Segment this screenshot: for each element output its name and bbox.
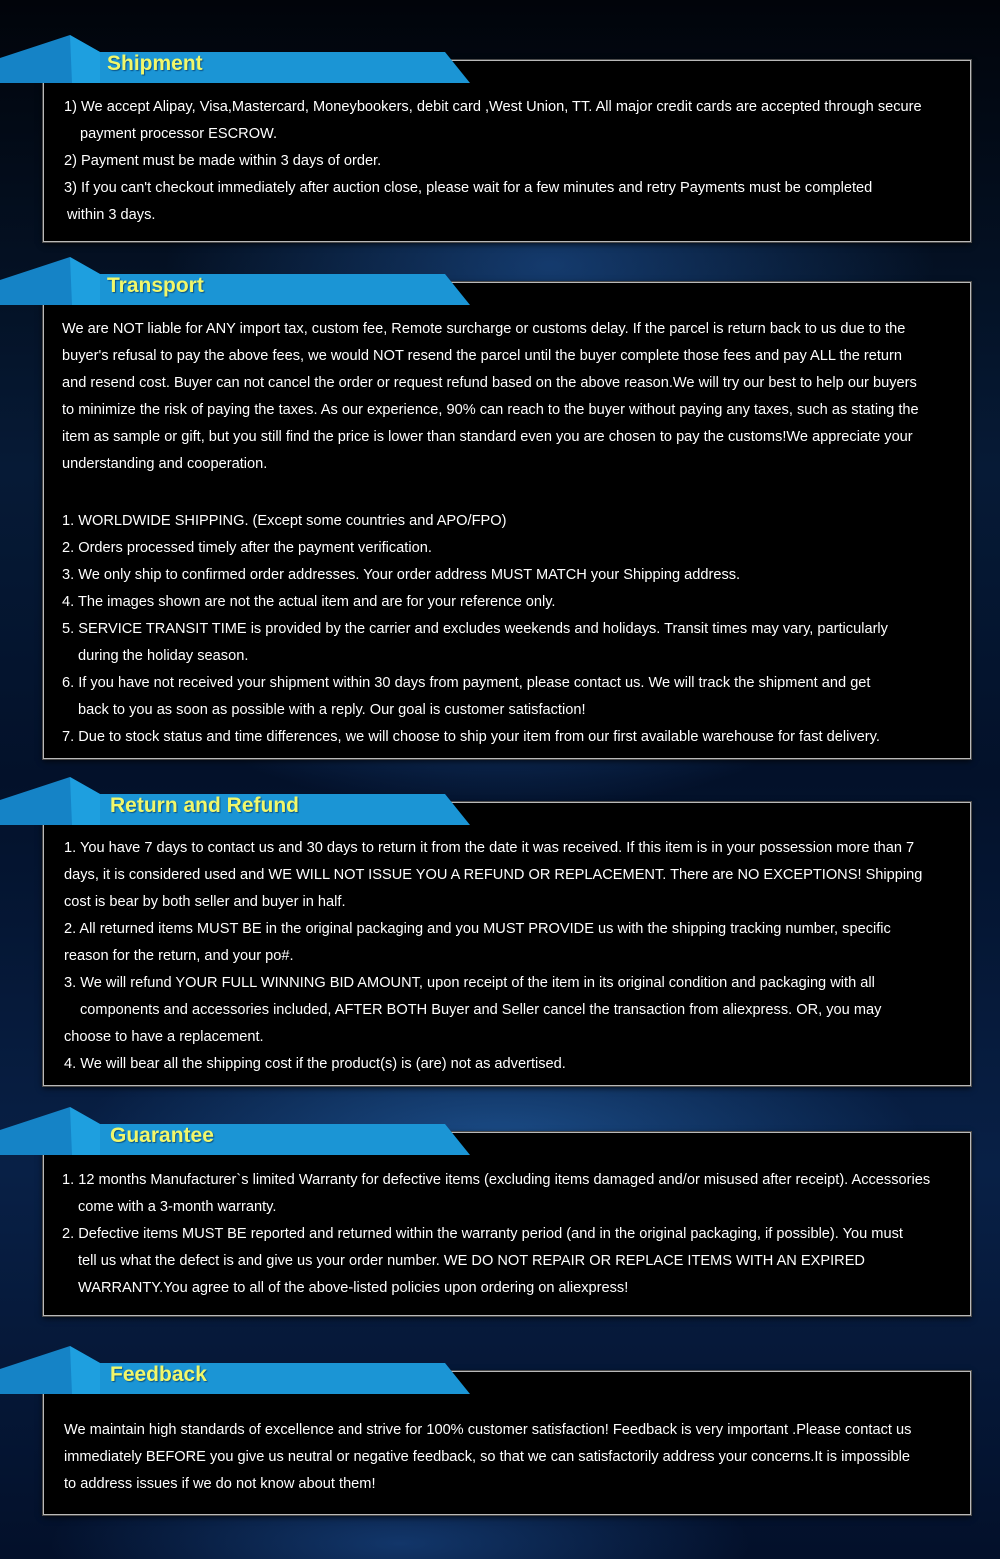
guarantee-tab <box>0 1105 470 1155</box>
return-refund-line: choose to have a replacement. <box>64 1029 264 1045</box>
return-refund-tab <box>0 775 470 825</box>
tab-ribbon-graphic <box>0 1344 470 1394</box>
transport-list-item: 3. We only ship to confirmed order addresses. Your order address MUST MATCH your Shipping address. <box>62 567 741 583</box>
shipment-line: 3) If you can't checkout immediately after auction close, please wait for a few minutes and retry Payments must be completed <box>64 180 873 196</box>
transport-list-item: during the holiday season. <box>78 648 249 664</box>
return-refund-section <box>0 775 1000 1087</box>
return-refund-line: reason for the return, and your po#. <box>64 948 294 964</box>
shipment-title: Shipment <box>107 52 203 75</box>
return-refund-box <box>43 802 971 1086</box>
transport-list-item: 5. SERVICE TRANSIT TIME is provided by the carrier and excludes weekends and holidays. Transit times may vary, particularly <box>62 621 888 637</box>
shipment-line: within 3 days. <box>67 207 156 223</box>
transport-title: Transport <box>107 274 204 297</box>
shipment-section <box>0 33 1000 243</box>
transport-intro-line: item as sample or gift, but you still find the price is lower than standard even you are chosen to pay the customs!We appreciate your <box>62 429 913 445</box>
feedback-tab <box>0 1344 470 1394</box>
shipment-line: payment processor ESCROW. <box>80 126 278 142</box>
transport-list-item: back to you as soon as possible with a reply. Our goal is customer satisfaction! <box>78 702 586 718</box>
return-refund-line: cost is bear by both seller and buyer in half. <box>64 894 346 910</box>
tab-ribbon-graphic <box>0 33 470 83</box>
transport-list-item: 1. WORLDWIDE SHIPPING. (Except some countries and APO/FPO) <box>62 513 507 529</box>
shipment-line: 1) We accept Alipay, Visa,Mastercard, Moneybookers, debit card ,West Union, TT. All major credit cards are accepted through secure <box>64 99 922 115</box>
transport-tab <box>0 255 470 305</box>
return-refund-line: 4. We will bear all the shipping cost if the product(s) is (are) not as advertised. <box>64 1056 566 1072</box>
transport-intro-line: buyer's refusal to pay the above fees, we would NOT resend the parcel until the buyer complete those fees and pay ALL the return <box>62 348 902 364</box>
return-refund-line: 2. All returned items MUST BE in the original packaging and you MUST PROVIDE us with the shipping tracking number, specific <box>64 921 891 937</box>
guarantee-content <box>44 1167 970 1302</box>
transport-list-item: 4. The images shown are not the actual item and are for your reference only. <box>62 594 556 610</box>
transport-box <box>43 282 971 759</box>
tab-ribbon-graphic <box>0 1105 470 1155</box>
return-refund-content <box>44 835 970 1078</box>
shipment-tab <box>0 33 470 83</box>
return-refund-line: 3. We will refund YOUR FULL WINNING BID AMOUNT, upon receipt of the item in its original condition and packaging with all <box>64 975 875 991</box>
guarantee-line: tell us what the defect is and give us your order number. WE DO NOT REPAIR OR REPLACE ITEMS WITH AN EXPIRED <box>78 1253 865 1269</box>
transport-section <box>0 255 1000 760</box>
tab-ribbon-graphic <box>0 255 470 305</box>
guarantee-box <box>43 1132 971 1316</box>
feedback-section <box>0 1344 1000 1516</box>
transport-list-item: 6. If you have not received your shipment within 30 days from payment, please contact us. We will track the shipment and get <box>62 675 871 691</box>
shipment-content <box>44 94 970 229</box>
shipment-box <box>43 60 971 242</box>
shipment-line: 2) Payment must be made within 3 days of order. <box>64 153 382 169</box>
transport-intro-line: and resend cost. Buyer can not cancel the order or request refund based on the above reason.We will try our best to help our buyers <box>62 375 917 391</box>
guarantee-line: 2. Defective items MUST BE reported and returned within the warranty period (and in the original packaging, if possible). You must <box>62 1226 903 1242</box>
return-refund-line: days, it is considered used and WE WILL NOT ISSUE YOU A REFUND OR REPLACEMENT. There are NO EXCEPTIONS! Shipping <box>64 867 923 883</box>
transport-intro-line: We are NOT liable for ANY import tax, custom fee, Remote surcharge or customs delay. If the parcel is return back to us due to the <box>62 321 906 337</box>
feedback-title: Feedback <box>110 1363 207 1386</box>
return-refund-line: components and accessories included, AFTER BOTH Buyer and Seller cancel the transaction from aliexpress. OR, you may <box>80 1002 882 1018</box>
return-refund-title: Return and Refund <box>110 794 299 817</box>
feedback-content <box>44 1417 970 1498</box>
return-refund-line: 1. You have 7 days to contact us and 30 days to return it from the date it was received. If this item is in your possession more than 7 <box>64 840 915 856</box>
transport-list-item: 2. Orders processed timely after the payment verification. <box>62 540 432 556</box>
guarantee-line: come with a 3-month warranty. <box>78 1199 277 1215</box>
transport-content <box>44 316 970 751</box>
feedback-line: We maintain high standards of excellence and strive for 100% customer satisfaction! Feedback is very important .Please contact us <box>64 1422 912 1438</box>
guarantee-section <box>0 1105 1000 1317</box>
transport-intro-line: to minimize the risk of paying the taxes. As our experience, 90% can reach to the buyer without paying any taxes, such as stating the <box>62 402 919 418</box>
guarantee-line: WARRANTY.You agree to all of the above-listed policies upon ordering on aliexpress! <box>78 1280 629 1296</box>
feedback-line: immediately BEFORE you give us neutral or negative feedback, so that we can satisfactorily address your concerns.It is impossible <box>64 1449 911 1465</box>
guarantee-line: 1. 12 months Manufacturer`s limited Warranty for defective items (excluding items damaged and/or misused after receipt). Accessories <box>62 1172 931 1188</box>
feedback-line: to address issues if we do not know about them! <box>64 1476 376 1492</box>
transport-list-item: 7. Due to stock status and time differences, we will choose to ship your item from our first available warehouse for fast delivery. <box>62 729 880 745</box>
transport-intro-line: understanding and cooperation. <box>62 456 268 472</box>
guarantee-title: Guarantee <box>110 1124 214 1147</box>
